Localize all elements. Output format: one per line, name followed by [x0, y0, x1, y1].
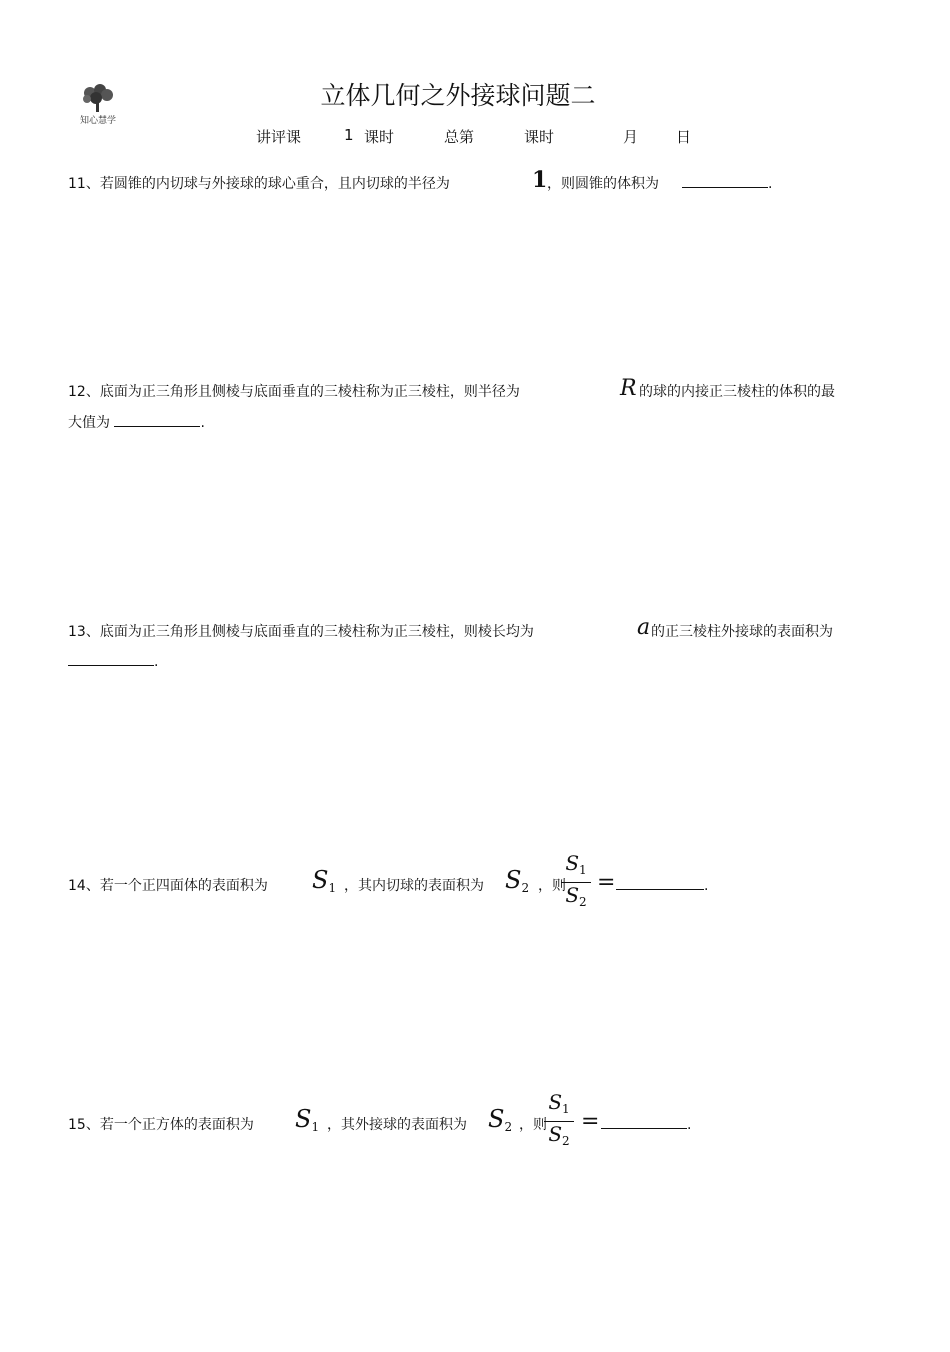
question-number: 11、 [68, 176, 100, 192]
question-text-c: ，则 [538, 878, 566, 894]
question-number: 14、 [68, 878, 100, 894]
question-text-b: 的球的内接正三棱柱的体积的最 [639, 384, 835, 400]
fraction-s1-s2: $S_1$ $S_2$ [561, 852, 591, 913]
lecture-label: 讲评课 [256, 128, 302, 146]
equals-sign: = [581, 1109, 600, 1134]
question-12 [68, 381, 520, 401]
hours-label: 课时 [364, 128, 395, 146]
question-text-b: ，则圆锥的体积为 [547, 176, 659, 192]
fraction-s1-s2: $S_1$ $S_2$ [544, 1091, 574, 1152]
answer-blank[interactable]: . [616, 875, 708, 894]
hours-count: 1 [344, 126, 354, 144]
question-11 [68, 173, 450, 193]
question-number: 12、 [68, 384, 100, 400]
question-text: 若圆锥的内切球与外接球的球心重合，且内切球的半径为 [99, 176, 450, 192]
question-number: 15、 [68, 1117, 100, 1133]
question-13 [68, 621, 534, 641]
total-label: 总第 [444, 128, 475, 146]
day-label: 日 [676, 128, 692, 146]
question-14 [68, 875, 268, 895]
question-text-b: 的正三棱柱外接球的表面积为 [651, 624, 833, 640]
answer-blank[interactable]: . [601, 1114, 691, 1133]
answer-blank[interactable]: . [68, 651, 158, 670]
question-text: 底面为正三角形且侧棱与底面垂直的三棱柱称为正三棱柱，则半径为 [99, 384, 520, 400]
math-s2: $S_2$ [488, 1105, 513, 1134]
math-s1: $S_1$ [312, 866, 337, 895]
question-text: 若一个正方体的表面积为 [99, 1117, 254, 1133]
question-text-c: 大值为 . [68, 412, 205, 432]
question-text-c: ，则 [519, 1117, 547, 1133]
answer-blank[interactable]: . [682, 173, 772, 192]
page-title: 立体几何之外接球问题二 [320, 81, 596, 110]
question-text-b: ，其外接球的表面积为 [327, 1117, 467, 1133]
question-text-b: ，其内切球的表面积为 [344, 878, 484, 894]
logo-text: 知心慧学 [79, 116, 116, 126]
math-a: a [637, 615, 651, 640]
hours-label-2: 课时 [524, 128, 555, 146]
question-15 [68, 1114, 254, 1134]
math-one: 1 [532, 167, 548, 193]
math-r: R [620, 376, 637, 401]
math-s1: $S_1$ [295, 1105, 320, 1134]
equals-sign: = [597, 870, 616, 895]
math-s2: $S_2$ [505, 866, 530, 895]
answer-blank[interactable] [114, 412, 200, 427]
question-text: 若一个正四面体的表面积为 [99, 878, 268, 894]
question-text: 底面为正三角形且侧棱与底面垂直的三棱柱称为正三棱柱，则棱长均为 [99, 624, 534, 640]
month-label: 月 [623, 128, 639, 146]
question-number: 13、 [68, 624, 100, 640]
